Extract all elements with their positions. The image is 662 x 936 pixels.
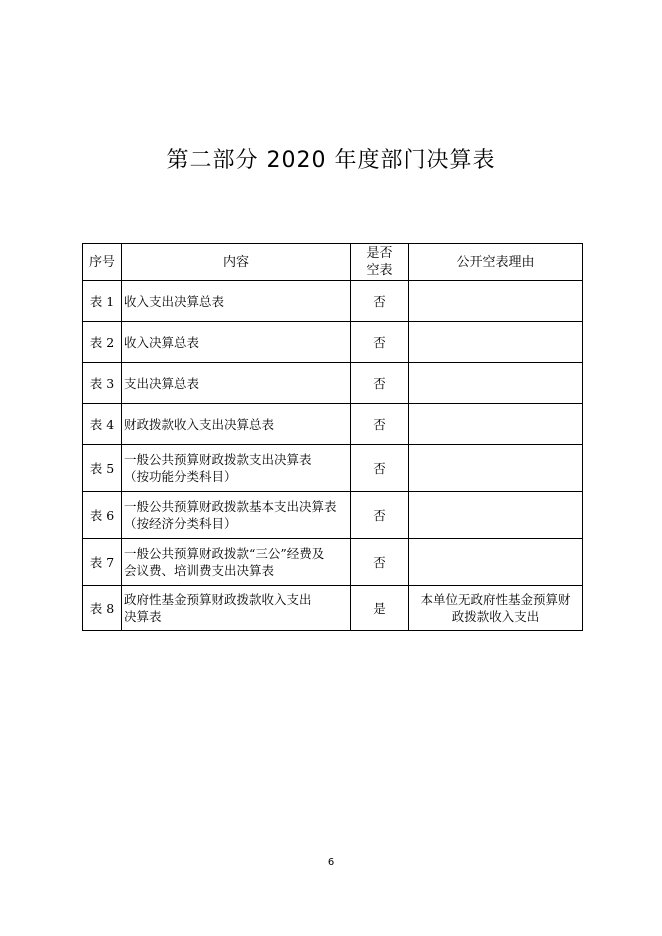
table-row	[83, 445, 583, 492]
row-content-line1: 一般公共预算财政拨款基本支出决算表	[124, 499, 337, 514]
row-content-line1: 支出决算总表	[124, 375, 200, 391]
row-content	[122, 492, 351, 539]
page-title: 第二部分 2020 年度部门决算表	[166, 148, 496, 173]
row-content-line2: 决算表	[124, 609, 162, 624]
row-content	[122, 586, 351, 631]
row-is-empty: 否	[351, 322, 409, 363]
row-is-empty: 否	[351, 363, 409, 404]
row-reason	[409, 445, 583, 492]
header-content: 内容	[122, 244, 351, 281]
row-content-line1: 一般公共预算财政拨款支出决算表	[124, 452, 312, 467]
header-is-empty-line2: 空表	[366, 263, 393, 278]
row-reason	[409, 539, 583, 586]
row-content	[122, 281, 351, 322]
table-row	[83, 363, 583, 404]
row-content-line2: （按经济分类科目）	[124, 516, 237, 531]
row-is-empty: 否	[351, 492, 409, 539]
table-row	[83, 539, 583, 586]
table-header-row	[83, 244, 583, 281]
row-content-line1: 财政拨款收入支出决算总表	[124, 416, 275, 432]
table-row	[83, 322, 583, 363]
row-reason	[409, 586, 583, 631]
row-content-line1: 收入决算总表	[124, 334, 200, 350]
row-content-line1: 政府性基金预算财政拨款收入支出	[124, 592, 312, 607]
row-seq: 表 7	[83, 539, 122, 586]
row-content-line2: 会议费、培训费支出决算表	[124, 563, 275, 578]
row-seq: 表 5	[83, 445, 122, 492]
row-reason	[409, 281, 583, 322]
row-reason-line1: 本单位无政府性基金预算财	[420, 592, 571, 607]
table-row	[83, 281, 583, 322]
row-content	[122, 404, 351, 445]
row-seq: 表 1	[83, 281, 122, 322]
header-reason: 公开空表理由	[409, 244, 583, 281]
row-is-empty: 否	[351, 281, 409, 322]
report-index-table	[82, 243, 583, 631]
row-reason	[409, 363, 583, 404]
row-reason-line2: 政拨款收入支出	[451, 609, 540, 624]
page-number: 6	[327, 857, 335, 868]
header-is-empty	[351, 244, 409, 281]
row-content-line1: 一般公共预算财政拨款“三公”经费及	[124, 546, 325, 561]
row-seq: 表 3	[83, 363, 122, 404]
row-seq: 表 6	[83, 492, 122, 539]
row-reason	[409, 322, 583, 363]
header-is-empty-line1: 是否	[366, 246, 393, 261]
row-is-empty: 否	[351, 445, 409, 492]
row-content	[122, 539, 351, 586]
row-is-empty: 否	[351, 404, 409, 445]
header-seq: 序号	[83, 244, 122, 281]
row-content-line1: 收入支出决算总表	[124, 293, 225, 309]
row-seq: 表 2	[83, 322, 122, 363]
row-reason	[409, 404, 583, 445]
row-reason	[409, 492, 583, 539]
row-seq: 表 4	[83, 404, 122, 445]
row-is-empty: 是	[351, 586, 409, 631]
table-row	[83, 404, 583, 445]
table-row	[83, 586, 583, 631]
row-seq: 表 8	[83, 586, 122, 631]
table-row	[83, 492, 583, 539]
row-is-empty: 否	[351, 539, 409, 586]
row-content	[122, 322, 351, 363]
row-content-line2: （按功能分类科目）	[124, 469, 237, 484]
row-content	[122, 445, 351, 492]
row-content	[122, 363, 351, 404]
